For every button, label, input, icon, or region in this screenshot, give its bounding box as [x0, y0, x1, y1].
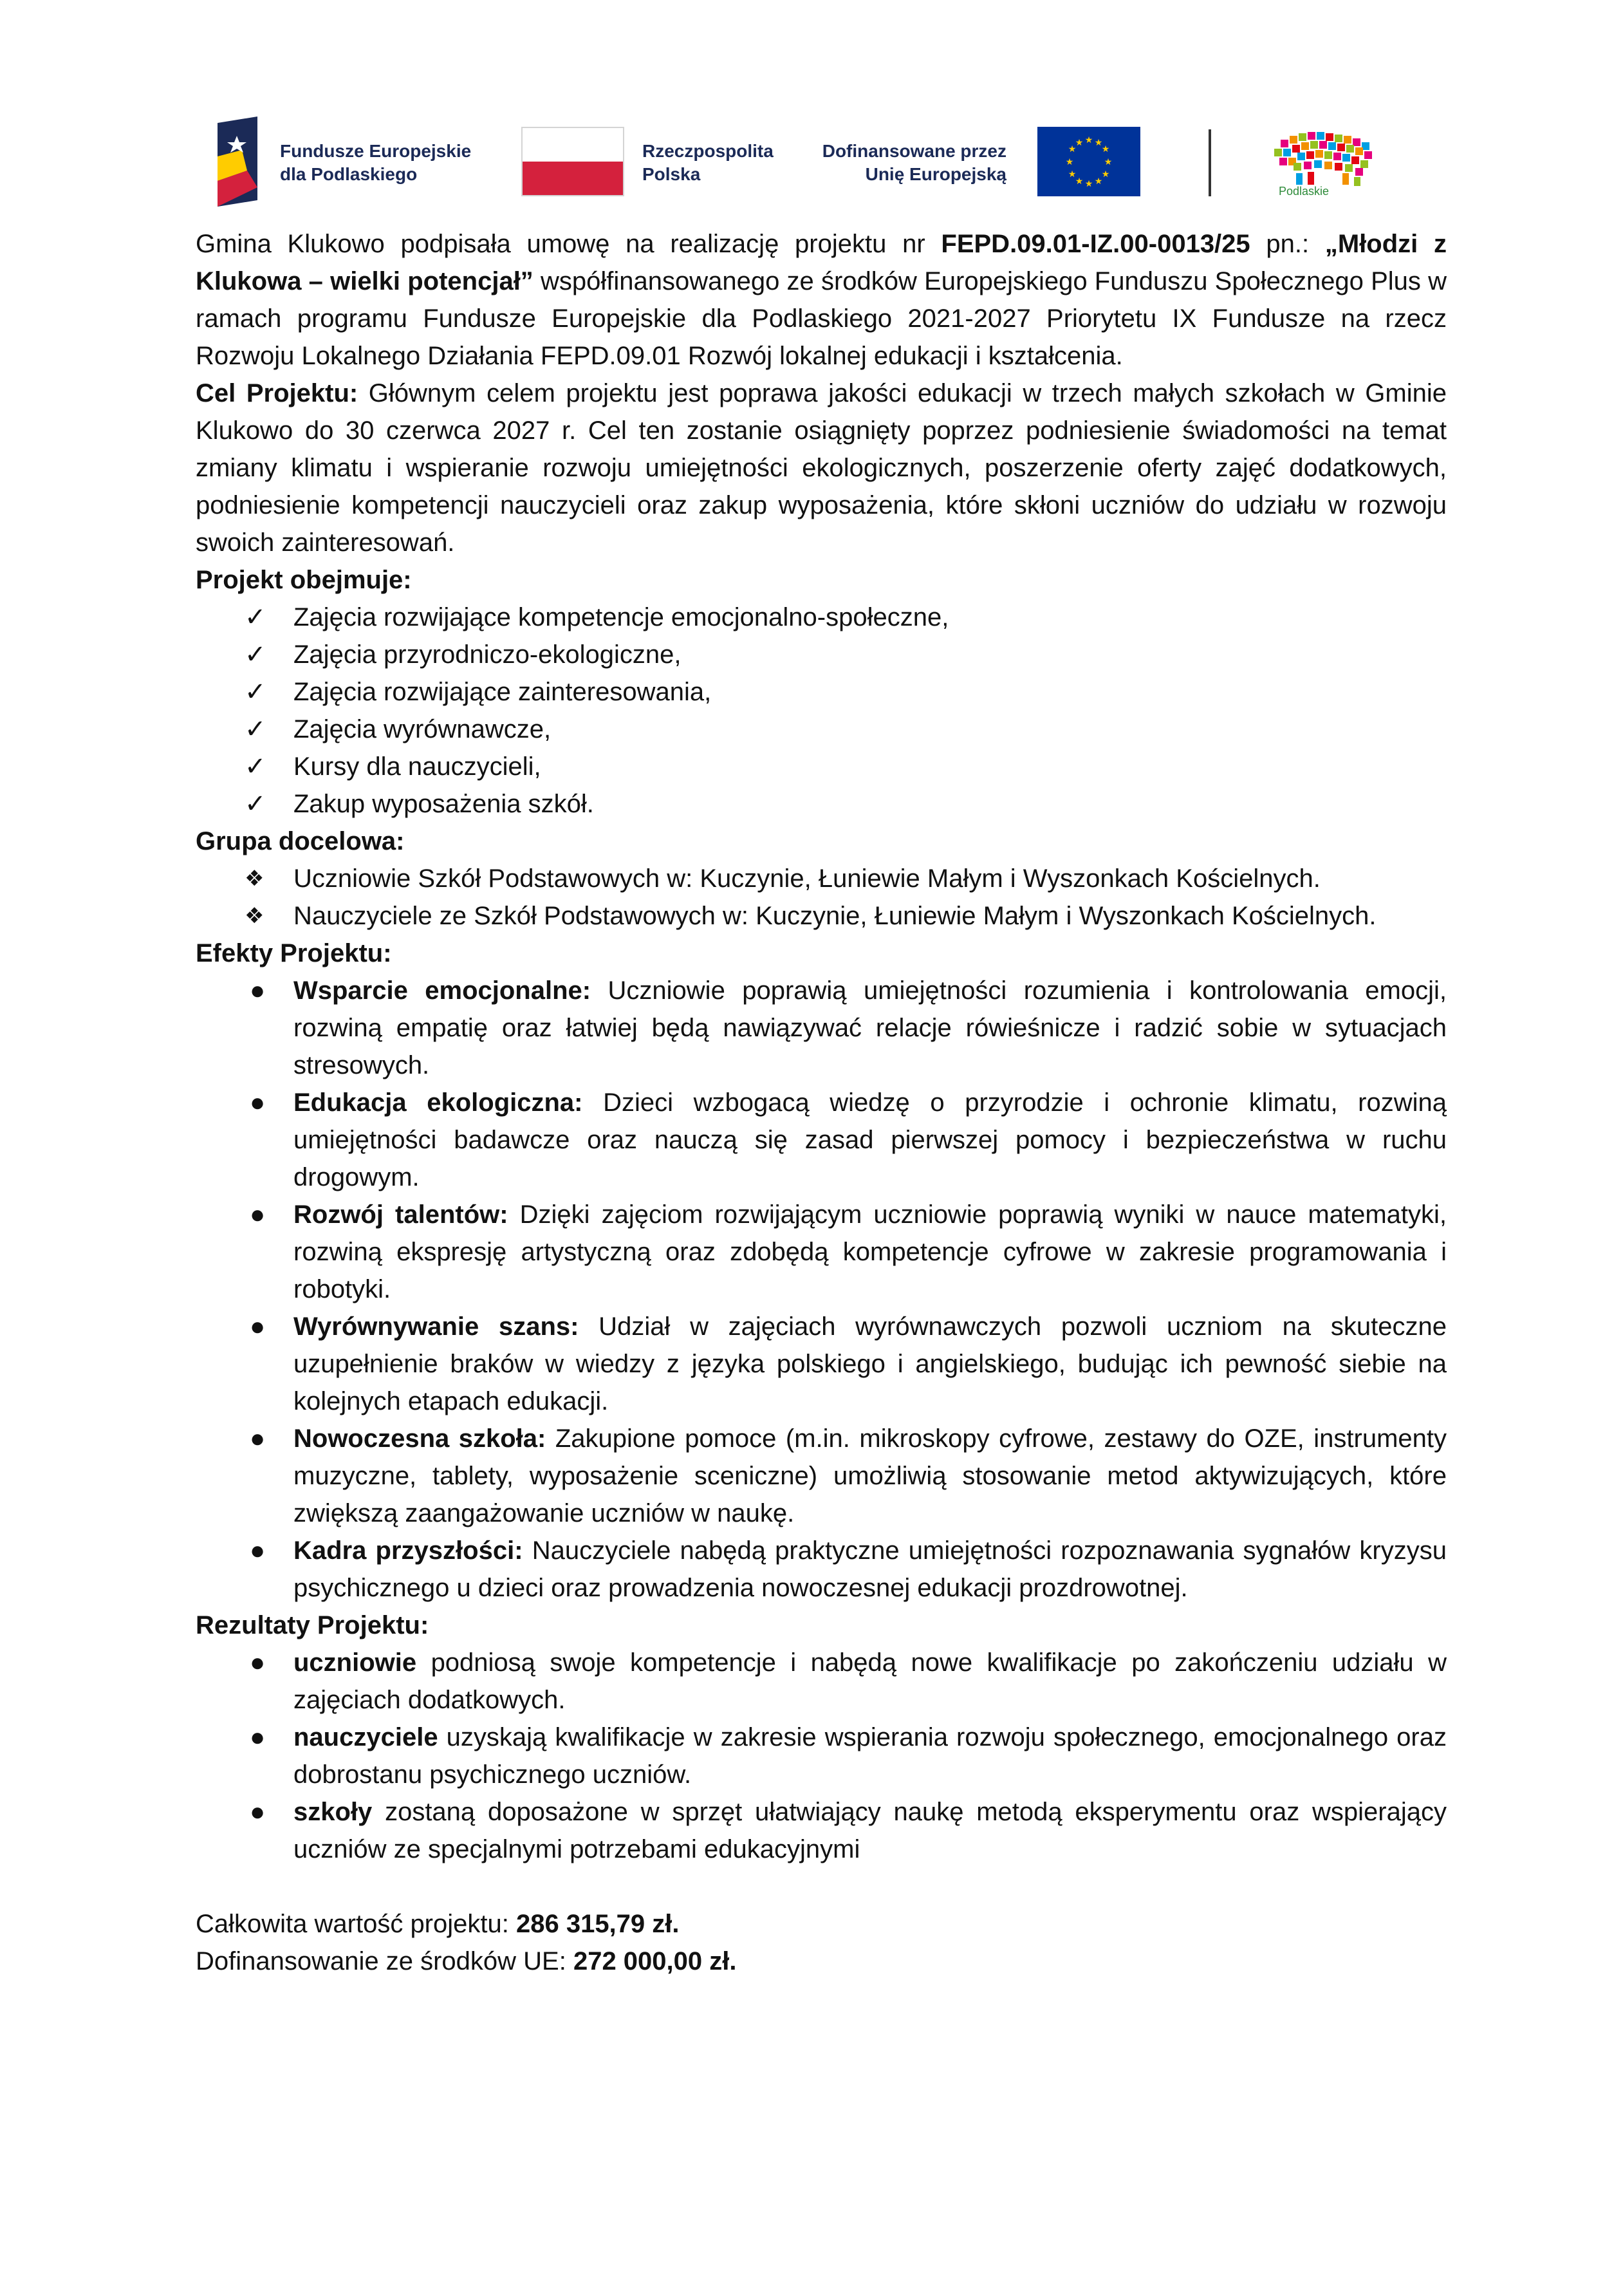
- effect-title: Wsparcie emocjonalne:: [293, 976, 591, 1005]
- results-heading: Rezultaty Projektu:: [196, 1611, 429, 1639]
- effect-title: Rozwój talentów:: [293, 1200, 508, 1229]
- effect-title: Edukacja ekologiczna:: [293, 1088, 583, 1117]
- podlaskie-label: Podlaskie: [1279, 185, 1330, 198]
- rzeczpospolita-label: [642, 140, 774, 186]
- svg-text:★: ★: [1075, 138, 1084, 148]
- logo-separator: [1209, 129, 1211, 196]
- list-item: [196, 1084, 1447, 1196]
- list-item: [196, 1793, 1447, 1868]
- checkmark-icon: ✓: [245, 715, 266, 743]
- total-value-amount: 286 315,79 zł.: [515, 1910, 680, 1938]
- bullet-icon: ●: [250, 1723, 266, 1751]
- scope-item-text: Zajęcia wyrównawcze,: [293, 715, 552, 743]
- effect-text: Dzięki zajęciom rozwijającym uczniowie poprawią wyniki w nauce matematyki, rozwiną ekspresję artystyczną oraz zdobędą kompetencje cyfrowe w zakresie programowania i robotyki.: [293, 1200, 1447, 1303]
- checkmark-icon: ✓: [245, 752, 266, 781]
- diamond-bullet-icon: ❖: [245, 904, 264, 928]
- scope-list: [196, 599, 1447, 823]
- scope-item-text: Zakup wyposażenia szkół.: [293, 790, 594, 818]
- goal-paragraph: [196, 375, 1447, 561]
- target-heading: Grupa docelowa:: [196, 827, 405, 855]
- list-item: [196, 599, 1447, 636]
- total-value-label: Całkowita wartość projektu:: [196, 1910, 516, 1938]
- list-item: [196, 711, 1447, 748]
- bullet-icon: ●: [250, 1200, 266, 1229]
- fundusze-europejskie-label: [280, 140, 471, 186]
- eu-flag-icon: [1037, 127, 1140, 196]
- scope-item-text: Kursy dla nauczycieli,: [293, 752, 541, 781]
- svg-text:★: ★: [1094, 138, 1103, 148]
- list-item: [196, 1196, 1447, 1308]
- intro-text-2: pn.:: [1250, 230, 1325, 258]
- list-item: [196, 748, 1447, 785]
- intro-paragraph: [196, 225, 1447, 375]
- intro-text-1: Gmina Klukowo podpisała umowę na realizację projektu nr: [196, 230, 941, 258]
- effect-text: Nauczyciele nabędą praktyczne umiejętności rozpoznawania sygnałów kryzysu psychicznego u dzieci oraz prowadzenia nowoczesnej edukacji prozdrowotnej.: [293, 1536, 1447, 1602]
- eu-line-1: Dofinansowane przez: [822, 141, 1006, 161]
- diamond-bullet-icon: ❖: [245, 866, 264, 891]
- effects-heading: Efekty Projektu:: [196, 939, 392, 967]
- list-item: [196, 897, 1447, 935]
- eu-funding-label: Dofinansowanie ze środków UE:: [196, 1947, 573, 1975]
- scope-item-text: Zajęcia przyrodniczo-ekologiczne,: [293, 640, 682, 669]
- list-item: [196, 1532, 1447, 1607]
- list-item: [196, 972, 1447, 1084]
- fe-line-1: Fundusze Europejskie: [280, 141, 472, 161]
- fundusze-europejskie-logo-icon: [218, 117, 269, 207]
- list-item: [196, 1308, 1447, 1420]
- checkmark-icon: ✓: [245, 790, 266, 818]
- funding-logo-bar: [212, 113, 1435, 209]
- eu-funding-amount: 272 000,00 zł.: [573, 1947, 737, 1975]
- result-text: uzyskają kwalifikacje w zakresie wspierania rozwoju społecznego, emocjonalnego oraz dobrostanu psychicznego uczniów.: [293, 1723, 1447, 1789]
- result-title: nauczyciele: [293, 1723, 438, 1751]
- svg-text:★: ★: [1101, 144, 1110, 154]
- checkmark-icon: ✓: [245, 640, 266, 669]
- result-text: podniosą swoje kompetencje i nabędą nowe kwalifikacje po zakończeniu udziału w zajęciach dodatkowych.: [293, 1648, 1447, 1714]
- effects-list: [196, 972, 1447, 1607]
- goal-text: Głównym celem projektu jest poprawa jakości edukacji w trzech małych szkołach w Gminie Klukowo do 30 czerwca 2027 r. Cel ten zostanie osiągnięty poprzez podniesienie świadomości na temat zmiany klimatu i wspieranie rozwoju umiejętności ekologicznych, poszerzenie oferty zajęć dodatkowych, podniesienie kompetencji nauczycieli oraz zakup wyposażenia, które skłoni uczniów do udziału w rozwoju swoich zainteresowań.: [196, 379, 1447, 557]
- svg-text:★: ★: [1084, 179, 1093, 189]
- bullet-icon: ●: [250, 1312, 266, 1341]
- svg-text:★: ★: [1084, 135, 1093, 145]
- result-text: zostaną doposażone w sprzęt ułatwiający naukę metodą eksperymentu oraz wspierający uczniów ze specjalnymi potrzebami edukacyjnymi: [293, 1798, 1447, 1863]
- fe-line-2: dla Podlaskiego: [280, 164, 418, 184]
- eu-cofinanced-label: [813, 140, 1006, 186]
- bullet-icon: ●: [250, 976, 266, 1005]
- effect-text: Udział w zajęciach wyrównawczych pozwoli uczniom na skuteczne uzupełnienie braków w wiedzy z języka polskiego i angielskiego, budując ich pewność siebie na kolejnych etapach edukacji.: [293, 1312, 1447, 1415]
- scope-item-text: Zajęcia rozwijające kompetencje emocjonalno-społeczne,: [293, 603, 949, 631]
- results-list: [196, 1644, 1447, 1868]
- target-list: [196, 860, 1447, 935]
- svg-text:★: ★: [1068, 169, 1077, 180]
- contract-number: FEPD.09.01-IZ.00-0013/25: [941, 230, 1250, 258]
- scope-heading: Projekt obejmuje:: [196, 566, 412, 594]
- bullet-icon: ●: [250, 1648, 266, 1677]
- project-name: „Młodzi z Klukowa – wielki potencjał”: [196, 230, 1447, 295]
- target-item-text: Uczniowie Szkół Podstawowych w: Kuczynie, Łuniewie Małym i Wyszonkach Kościelnych.: [293, 864, 1321, 893]
- document-body: [196, 225, 1447, 1980]
- effect-title: Kadra przyszłości:: [293, 1536, 523, 1565]
- svg-text:★: ★: [1068, 144, 1077, 154]
- list-item: [196, 636, 1447, 673]
- eu-line-2: Unię Europejską: [865, 164, 1006, 184]
- bullet-icon: ●: [250, 1536, 266, 1565]
- bullet-icon: ●: [250, 1424, 266, 1453]
- effect-title: Wyrównywanie szans:: [293, 1312, 579, 1341]
- intro-text-3: współfinansowanego ze środków Europejskiego Funduszu Społecznego Plus w ramach programu Fundusze Europejskie dla Podlaskiego 2021-2027 Priorytetu IX Fundusze na rzecz Rozwoju Lokalnego Działania FEPD.09.01 Rozwój lokalnej edukacji i kształcenia.: [196, 267, 1447, 370]
- result-title: uczniowie: [293, 1648, 417, 1677]
- checkmark-icon: ✓: [245, 603, 266, 631]
- result-title: szkoły: [293, 1798, 373, 1826]
- list-item: [196, 1719, 1447, 1793]
- effect-text: Dzieci wzbogacą wiedzę o przyrodzie i ochronie klimatu, rozwiną umiejętności badawcze oraz nauczą się zasad pierwszej pomocy i bezpieczeństwa w ruchu drogowym.: [293, 1088, 1447, 1191]
- effect-text: Zakupione pomoce (m.in. mikroskopy cyfrowe, zestawy do OZE, instrumenty muzyczne, tablety, wyposażenie sceniczne) umożliwią stosowanie metod aktywizujących, które zwiększą zaangażowanie uczniów w naukę.: [293, 1424, 1447, 1527]
- list-item: [196, 785, 1447, 823]
- svg-text:★: ★: [1094, 176, 1103, 187]
- scope-item-text: Zajęcia rozwijające zainteresowania,: [293, 678, 712, 706]
- svg-text:★: ★: [1104, 157, 1113, 167]
- spacer: [196, 1868, 1447, 1905]
- list-item: [196, 1644, 1447, 1719]
- svg-text:★: ★: [1101, 169, 1110, 180]
- svg-text:★: ★: [1065, 157, 1074, 167]
- bullet-icon: ●: [250, 1798, 266, 1826]
- effect-title: Nowoczesna szkoła:: [293, 1424, 546, 1453]
- bullet-icon: ●: [250, 1088, 266, 1117]
- checkmark-icon: ✓: [245, 678, 266, 706]
- goal-label: Cel Projektu:: [196, 379, 358, 407]
- svg-text:★: ★: [1075, 176, 1084, 187]
- pl-line-1: Rzeczpospolita: [642, 141, 774, 161]
- polish-flag-icon: [521, 127, 624, 196]
- total-value-line: [196, 1905, 1447, 1943]
- list-item: [196, 1420, 1447, 1532]
- list-item: [196, 673, 1447, 711]
- list-item: [196, 860, 1447, 897]
- eu-funding-line: [196, 1943, 1447, 1980]
- target-item-text: Nauczyciele ze Szkół Podstawowych w: Kuczynie, Łuniewie Małym i Wyszonkach Kościelnych.: [293, 902, 1377, 930]
- effect-text: Uczniowie poprawią umiejętności rozumienia i kontrolowania emocji, rozwiną empatię oraz łatwiej będą nawiązywać relacje rówieśnicze i radzić sobie w sytuacjach stresowych.: [293, 976, 1447, 1079]
- pl-line-2: Polska: [642, 164, 701, 184]
